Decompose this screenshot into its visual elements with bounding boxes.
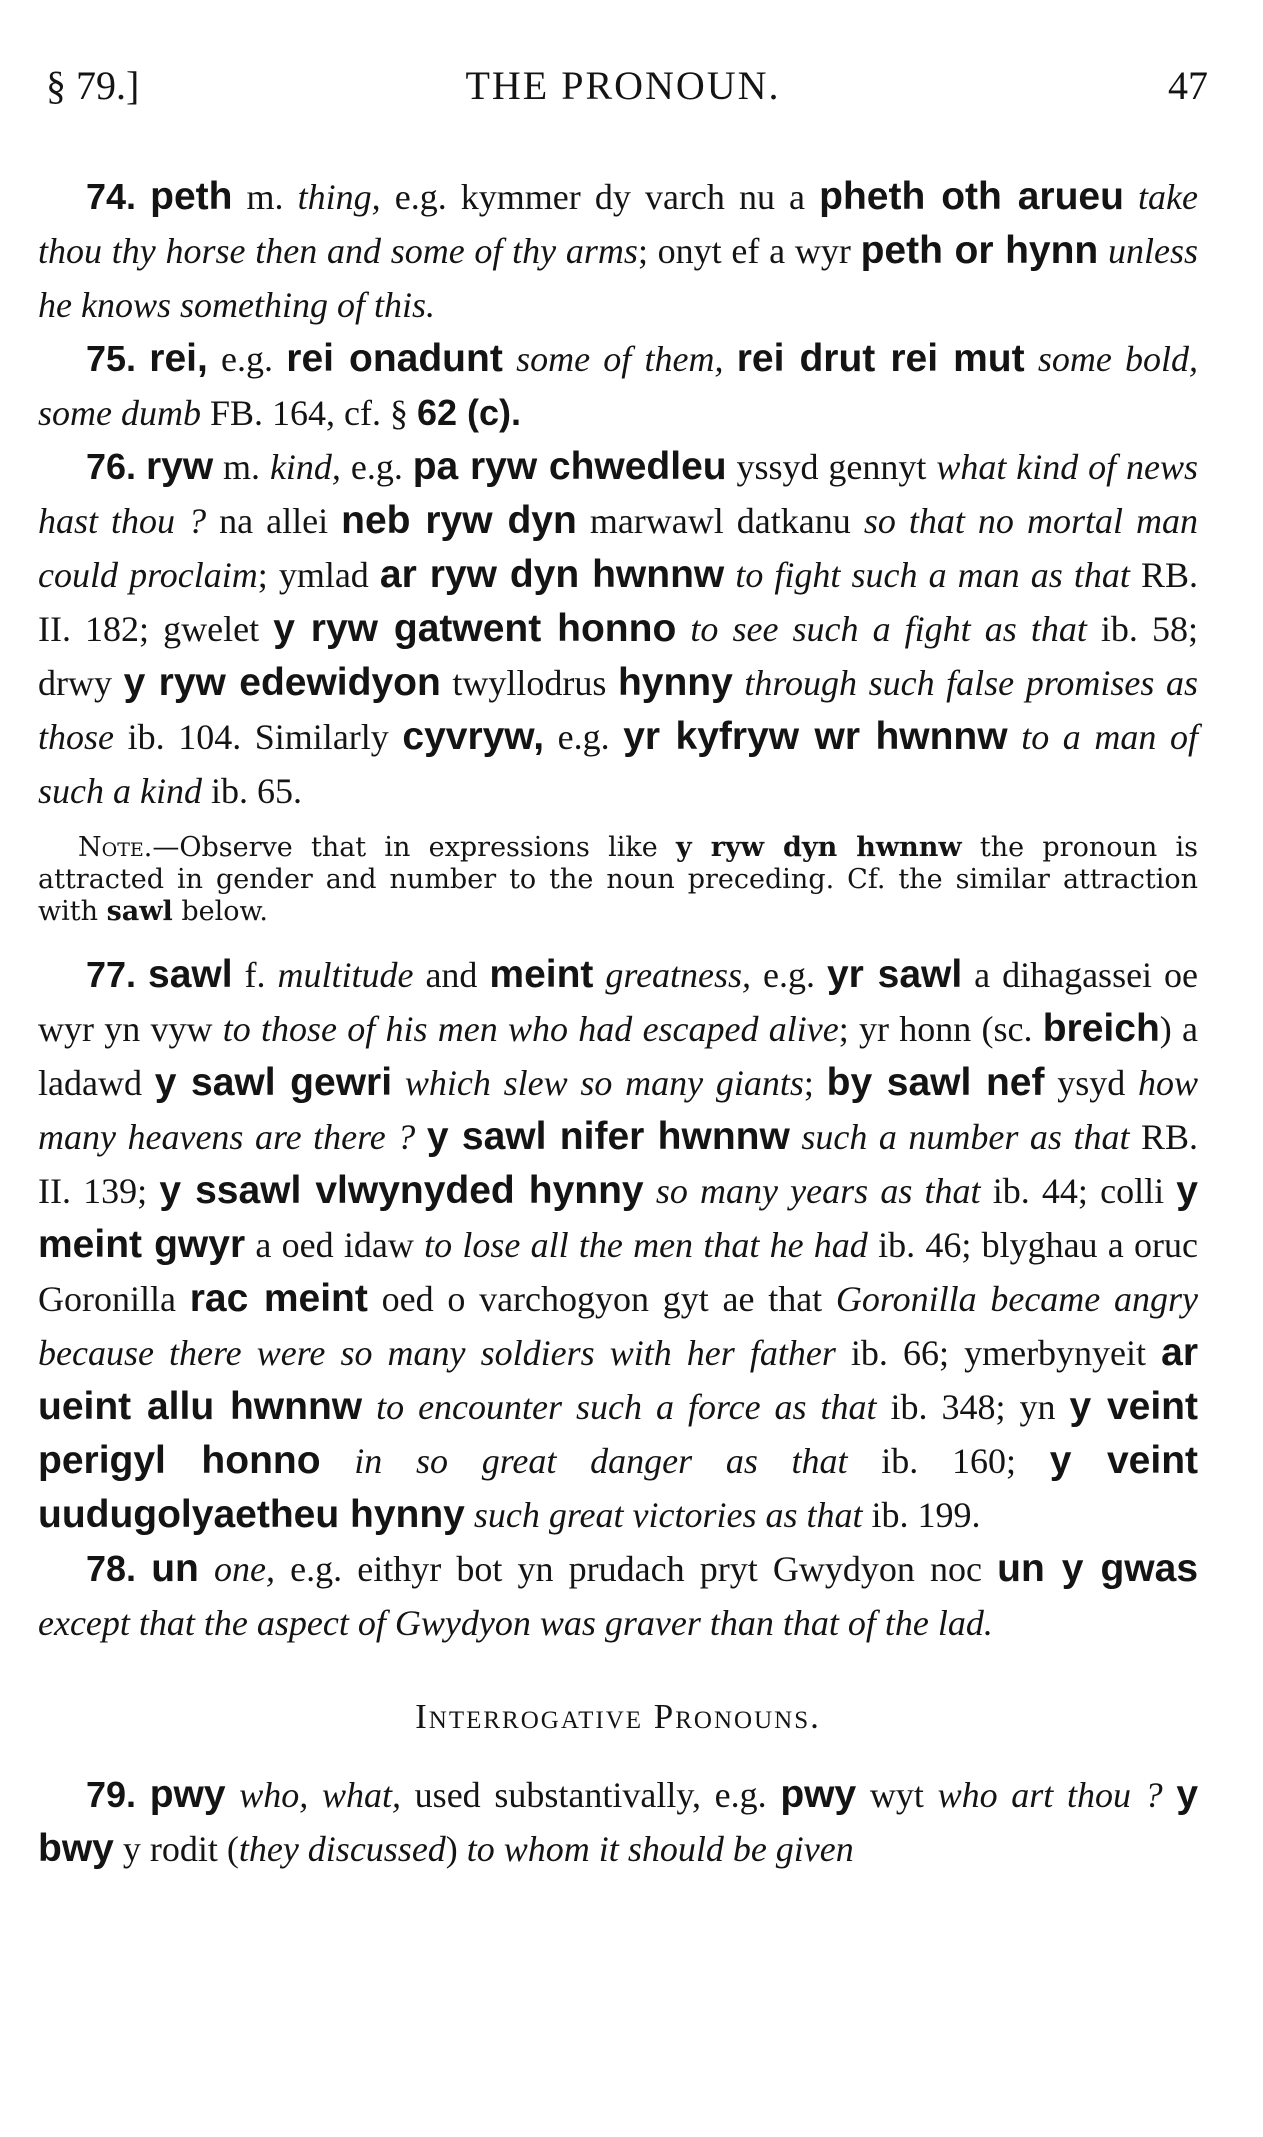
text: ; yr honn (sc. — [838, 1009, 1043, 1049]
translation: so many years as that — [655, 1171, 981, 1211]
translation: how many heavens are there ? — [38, 1063, 1199, 1157]
welsh-phrase: pheth oth arueu — [819, 175, 1124, 218]
headword: sawl — [148, 953, 233, 996]
gloss: who, what, — [239, 1775, 401, 1815]
paragraph-number: 77. — [86, 954, 137, 995]
welsh-phrase: y ryw edewidyon — [123, 661, 441, 704]
welsh-phrase: rei onadunt — [286, 337, 503, 380]
text: m. — [232, 177, 298, 217]
text — [593, 955, 605, 995]
text: ib. 44; colli — [980, 1171, 1177, 1211]
paragraph-76 — [38, 440, 1198, 818]
paragraph-74 — [38, 170, 1198, 332]
text — [676, 609, 690, 649]
text: ; — [803, 1063, 827, 1103]
welsh-phrase: sawl — [106, 896, 173, 927]
paragraph-75 — [38, 332, 1198, 440]
text: twyllodrus — [440, 663, 618, 703]
text: e.g. — [340, 447, 413, 487]
gloss: one, — [214, 1549, 275, 1589]
text: na allei — [206, 501, 342, 541]
welsh-phrase: peth or hynn — [860, 229, 1099, 272]
header-title: THE PRONOUN. — [465, 63, 781, 108]
page-number: 47 — [1168, 63, 1208, 108]
text — [503, 339, 516, 379]
paragraph-77 — [38, 948, 1198, 1542]
translation: through such false promises as those — [38, 663, 1198, 757]
header-section: § 79.] — [46, 63, 140, 108]
text: e.g. eithyr bot yn prudach pryt Gwydyon noc — [275, 1549, 998, 1589]
text: FB. 164, cf. § — [200, 393, 417, 433]
text: ) a ladawd — [38, 1009, 1199, 1103]
text: e.g. — [207, 339, 287, 379]
translation: unless he knows something of this. — [38, 231, 1199, 325]
text: ib. 46; blyghau a oruc Goronilla — [38, 1225, 1199, 1319]
text — [465, 1495, 474, 1535]
text — [733, 663, 745, 703]
text: e.g. kymmer dy varch nu a — [380, 177, 820, 217]
welsh-phrase: ar ryw dyn hwnnw — [379, 553, 725, 596]
translation: some of them, — [516, 339, 724, 379]
text: ib. 348; yn — [876, 1387, 1070, 1427]
translation: to encounter such a force as that — [376, 1387, 877, 1427]
welsh-phrase: y veint perigyl honno — [38, 1385, 1198, 1482]
translation: which slew so many giants — [404, 1063, 804, 1103]
translation: to those of his men who had escaped alive — [222, 1009, 839, 1049]
welsh-phrase: yr kyfryw wr hwnnw — [623, 715, 1008, 758]
text: ib. 199. — [862, 1495, 981, 1535]
text: ib. 104. Similarly — [114, 717, 403, 757]
text: ysyd — [1044, 1063, 1138, 1103]
headword: rei, — [149, 337, 208, 380]
text: and — [413, 955, 490, 995]
text — [790, 1117, 802, 1157]
gloss: thing, — [297, 177, 381, 217]
headword: peth — [150, 175, 233, 218]
paragraph-number: 78. — [86, 1548, 137, 1589]
text: ; onyt ef a wyr — [637, 231, 861, 271]
text: e.g. — [751, 955, 827, 995]
translation: to whom it should be given — [466, 1829, 854, 1869]
page-body — [38, 170, 1198, 1876]
welsh-phrase: pwy — [780, 1773, 857, 1816]
text: a oed idaw — [245, 1225, 425, 1265]
text: ; ymlad — [257, 555, 380, 595]
headword: ryw — [145, 445, 214, 488]
translation: to a man of such a kind — [38, 717, 1198, 811]
welsh-phrase: rac meint — [189, 1277, 368, 1320]
welsh-phrase: neb ryw dyn — [341, 499, 577, 542]
welsh-phrase: y bwy — [38, 1773, 1199, 1870]
translation: who art thou ? — [937, 1775, 1163, 1815]
text: ) — [445, 1829, 467, 1869]
translation: to lose all the men that he had — [424, 1225, 868, 1265]
welsh-phrase: y meint gwyr — [38, 1169, 1198, 1266]
cross-reference: 62 (c). — [416, 392, 522, 433]
text — [723, 339, 736, 379]
text — [321, 1441, 355, 1481]
text: m. — [213, 447, 270, 487]
welsh-phrase: y ryw gatwent honno — [273, 607, 677, 650]
paragraph-number: 75. — [86, 338, 137, 379]
translation: to fight such a man as that — [735, 555, 1130, 595]
gloss: kind, — [269, 447, 341, 487]
text: yssyd gennyt — [726, 447, 937, 487]
welsh-phrase: rei drut rei mut — [736, 337, 1025, 380]
text: oed o varchogyon gyt ae that — [367, 1279, 836, 1319]
translation: so that no mortal man could proclaim — [38, 501, 1198, 595]
text — [724, 555, 735, 595]
text: marwawl datkanu — [576, 501, 864, 541]
paragraph-78 — [38, 1542, 1198, 1650]
text: wyt — [856, 1775, 938, 1815]
text: ib. 58; drwy — [38, 609, 1199, 703]
text: RB. II. 139; — [38, 1117, 1199, 1211]
text: ib. 160; — [847, 1441, 1050, 1481]
paragraph-number: 74. — [86, 176, 137, 217]
text: —Observe that in expressions like — [152, 832, 677, 863]
welsh-phrase: y ryw dyn hwnnw — [676, 832, 962, 863]
text — [362, 1387, 376, 1427]
headword: meint — [489, 953, 594, 996]
welsh-phrase: cyvryw, — [402, 715, 545, 758]
text — [199, 1549, 214, 1589]
welsh-phrase: y sawl nifer hwnnw — [426, 1115, 790, 1158]
translation: to see such a fight as that — [690, 609, 1087, 649]
welsh-phrase: y ssawl vlwynyded hynny — [159, 1169, 644, 1212]
text: a dihagassei oe wyr yn vyw — [38, 955, 1198, 1049]
paragraph-79 — [38, 1768, 1198, 1876]
text — [226, 1775, 240, 1815]
text: RB. II. 182; gwelet — [38, 555, 1199, 649]
welsh-phrase: ar ueint allu hwnnw — [38, 1331, 1198, 1428]
text — [1008, 717, 1022, 757]
section-heading: Interrogative Pronouns. — [415, 1697, 821, 1736]
translation: some bold, some dumb — [38, 339, 1199, 433]
gloss: greatness, — [605, 955, 752, 995]
text — [1124, 177, 1138, 217]
welsh-phrase: yr sawl — [826, 953, 963, 996]
text — [1025, 339, 1038, 379]
text: the pronoun is attracted in gender and number to the noun preceding. Cf. the similar attraction with — [38, 832, 1199, 927]
translation: such a number as that — [801, 1117, 1130, 1157]
text — [415, 1117, 427, 1157]
welsh-phrase: y veint uudugolyaetheu hynny — [38, 1439, 1199, 1536]
page — [38, 0, 1208, 2137]
paragraph-number: 76. — [86, 446, 137, 487]
translation: in so great danger as that — [354, 1441, 848, 1481]
welsh-phrase: hynny — [617, 661, 733, 704]
translation: except that the aspect of Gwydyon was graver than that of the lad. — [38, 1603, 993, 1643]
text: y rodit ( — [113, 1829, 239, 1869]
text: ib. 65. — [201, 771, 302, 811]
text: used substantivally, e.g. — [401, 1775, 781, 1815]
text: f. — [232, 955, 278, 995]
translation: what kind of news hast thou ? — [38, 447, 1198, 541]
welsh-phrase: by sawl nef — [826, 1061, 1045, 1104]
paragraph-number: 79. — [86, 1774, 137, 1815]
translation: they discussed — [238, 1829, 446, 1869]
text — [1098, 231, 1108, 271]
text — [644, 1171, 656, 1211]
note-label: Note. — [78, 832, 153, 863]
text — [1163, 1775, 1177, 1815]
welsh-phrase: pa ryw chwedleu — [412, 445, 727, 488]
text: ib. 66; ymerbynyeit — [835, 1333, 1162, 1373]
welsh-phrase: breich — [1042, 1007, 1160, 1050]
headword: pwy — [149, 1773, 226, 1816]
gloss: multitude — [277, 955, 414, 995]
translation: take thou thy horse then and some of thy arms — [38, 177, 1199, 271]
text: below. — [172, 896, 269, 927]
text — [392, 1063, 405, 1103]
headword: un — [151, 1547, 199, 1590]
translation: Goronilla became angry because there were so many soldiers with her father — [38, 1279, 1198, 1373]
welsh-phrase: y sawl gewri — [154, 1061, 393, 1104]
text: e.g. — [544, 717, 624, 757]
running-header — [38, 62, 1208, 122]
note — [38, 832, 1198, 928]
translation: such great victories as that — [473, 1495, 863, 1535]
welsh-phrase: un y gwas — [997, 1547, 1199, 1590]
